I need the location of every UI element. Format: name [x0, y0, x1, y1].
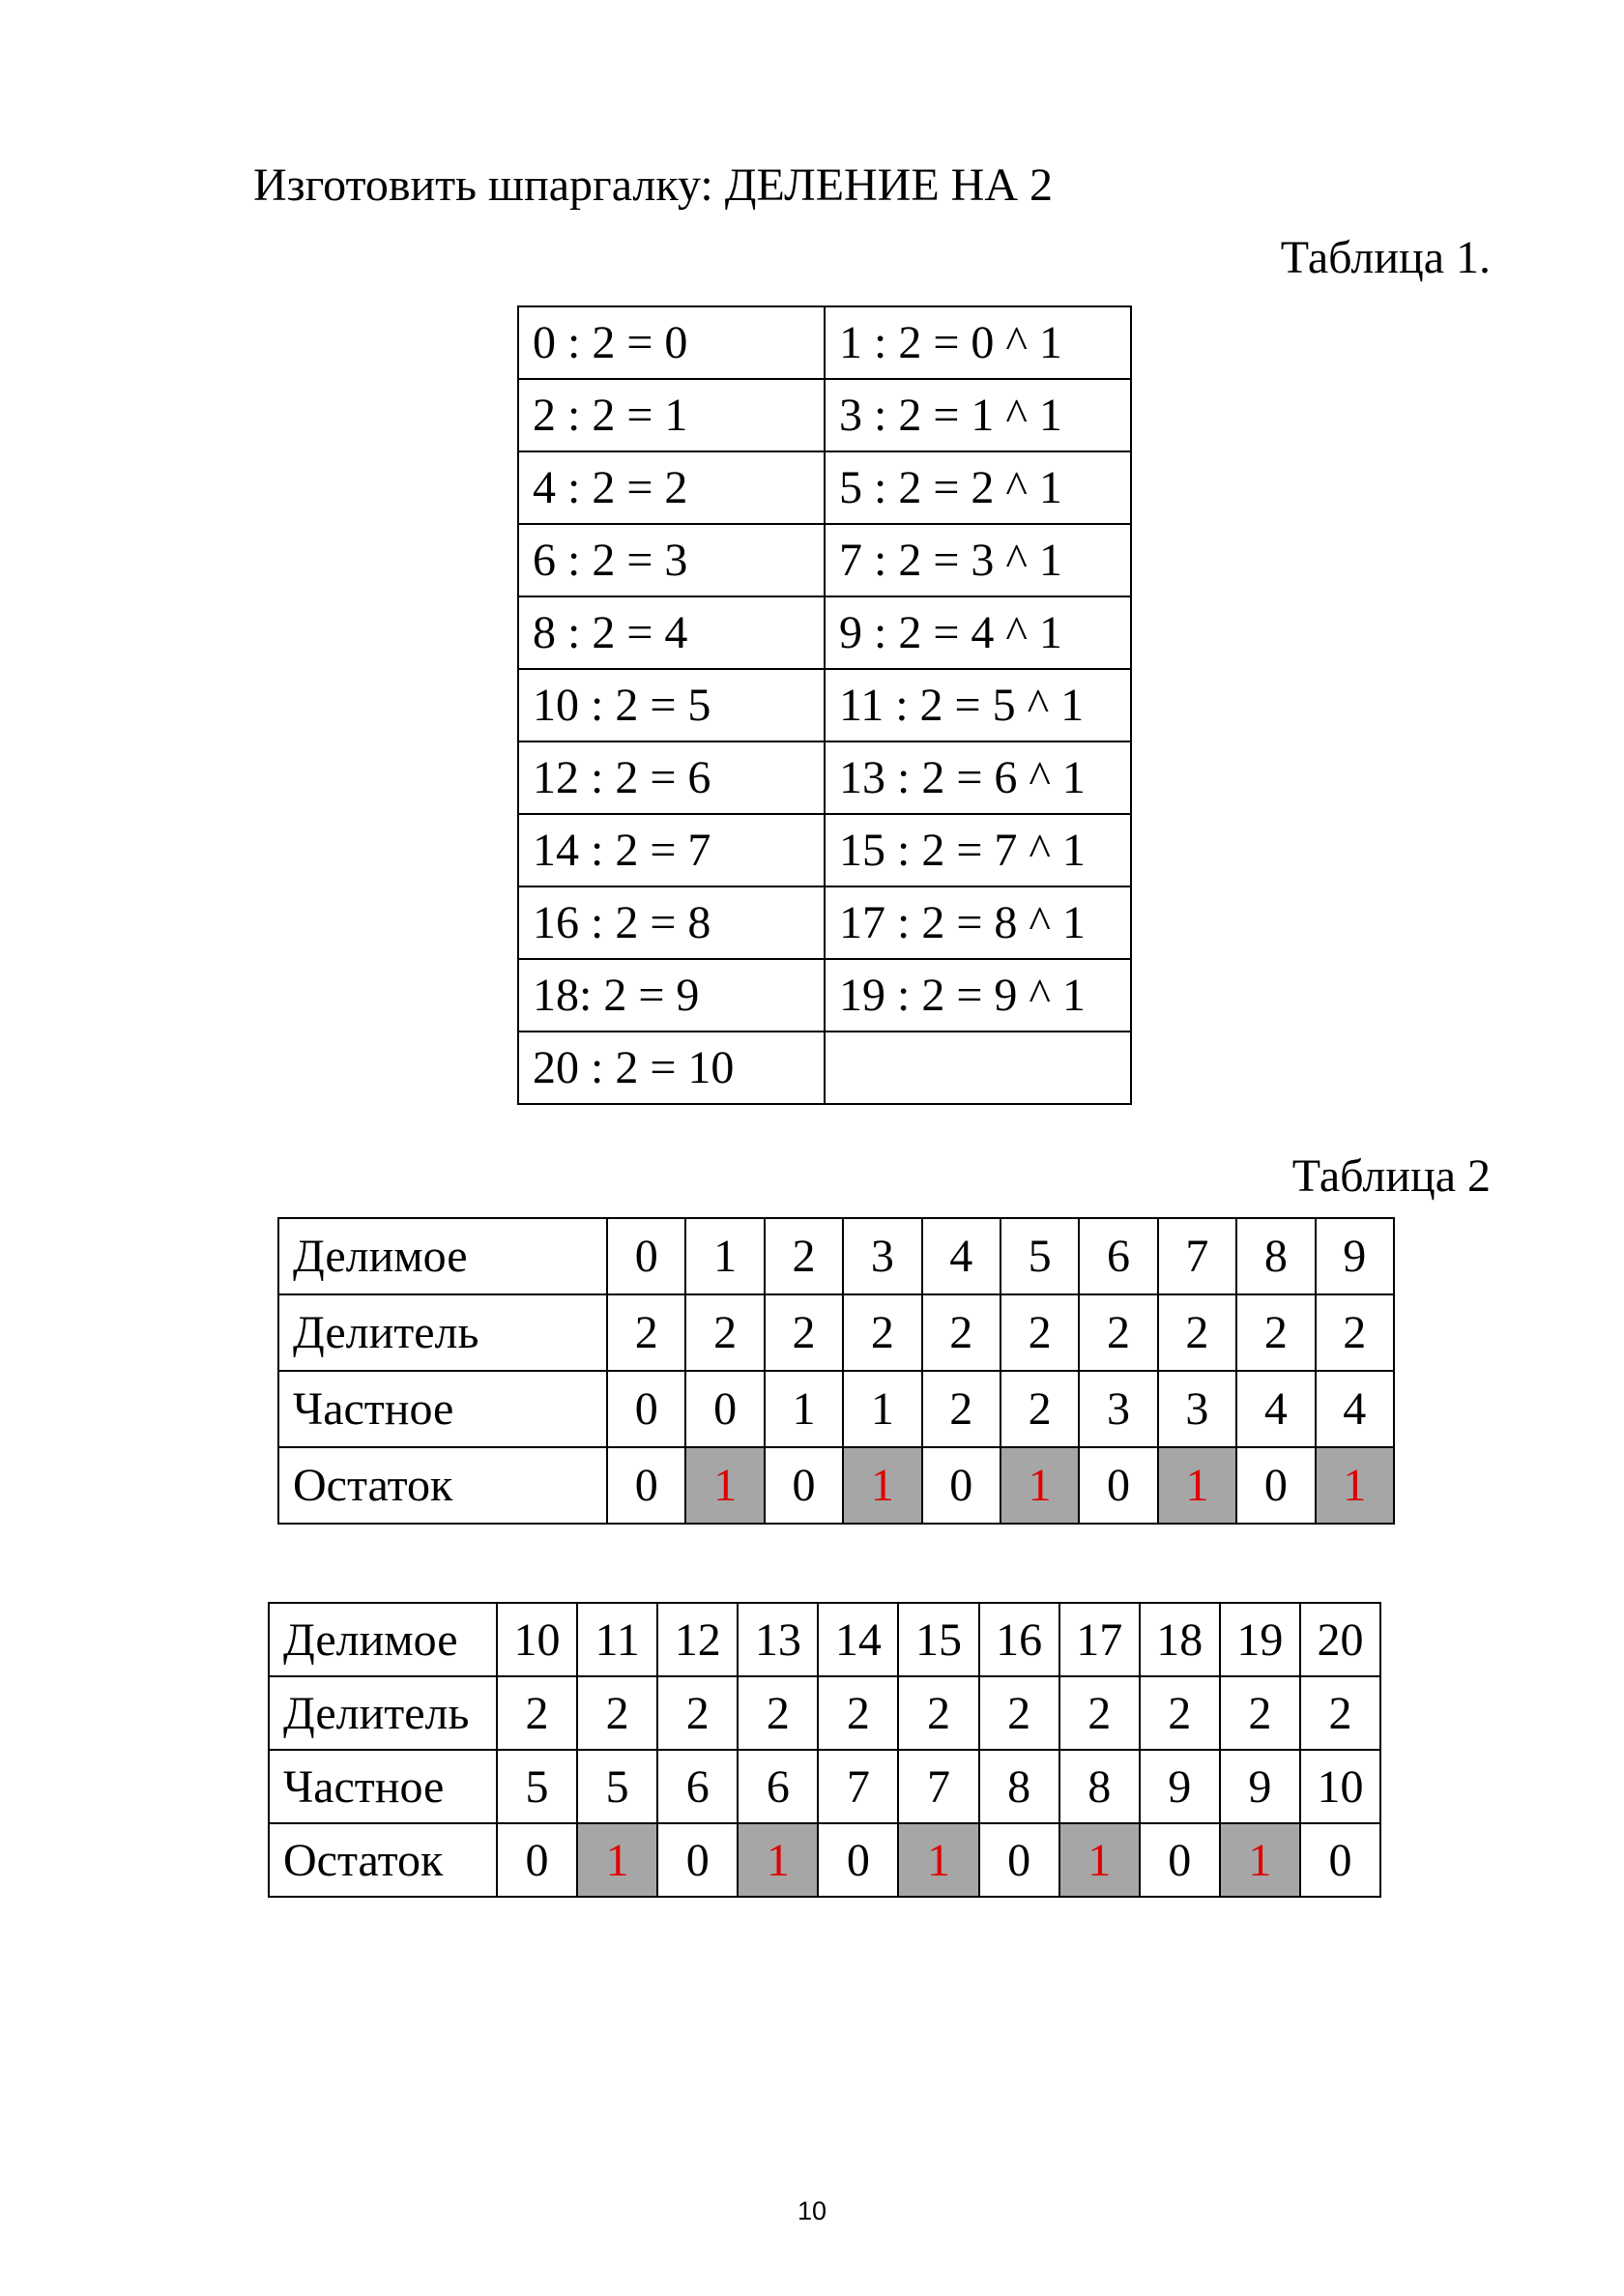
odd-division-cell: 13 : 2 = 6 ^ 1 [825, 741, 1131, 814]
quotient-cell: 4 [1236, 1371, 1315, 1447]
remainder-cell: 0 [607, 1447, 685, 1524]
page-number: 10 [797, 2196, 827, 2225]
remainder-cell: 0 [765, 1447, 843, 1524]
divisor-cell: 2 [577, 1676, 657, 1750]
remainder-cell: 0 [979, 1823, 1059, 1897]
remainder-cell: 1 [1220, 1823, 1300, 1897]
table-row [518, 524, 1131, 596]
divisor-cell: 2 [497, 1676, 577, 1750]
row-label: Остаток [278, 1447, 607, 1524]
divisor-cell: 2 [1300, 1676, 1380, 1750]
odd-division-cell: 15 : 2 = 7 ^ 1 [825, 814, 1131, 886]
divisor-cell: 2 [1158, 1294, 1236, 1371]
quotient-cell: 0 [685, 1371, 764, 1447]
quotient-cell: 1 [843, 1371, 921, 1447]
quotient-row [269, 1750, 1380, 1823]
quotient-cell: 8 [1059, 1750, 1140, 1823]
even-division-cell: 4 : 2 = 2 [518, 451, 825, 524]
dividend-cell: 19 [1220, 1603, 1300, 1676]
quotient-cell: 6 [657, 1750, 738, 1823]
divisor-cell: 2 [607, 1294, 685, 1371]
odd-division-cell: 3 : 2 = 1 ^ 1 [825, 379, 1131, 451]
table-row [518, 741, 1131, 814]
quotient-cell: 8 [979, 1750, 1059, 1823]
even-division-cell: 12 : 2 = 6 [518, 741, 825, 814]
dividend-cell: 7 [1158, 1218, 1236, 1294]
dividend-cell: 13 [738, 1603, 818, 1676]
table-row [518, 1032, 1131, 1104]
table2-caption: Таблица 2 [1291, 1150, 1491, 1202]
quotient-cell: 9 [1140, 1750, 1220, 1823]
quotient-cell: 1 [765, 1371, 843, 1447]
remainder-cell: 0 [818, 1823, 898, 1897]
division-table-2-part-b [268, 1602, 1381, 1898]
row-label: Делимое [278, 1218, 607, 1294]
dividend-cell: 1 [685, 1218, 764, 1294]
dividend-cell: 20 [1300, 1603, 1380, 1676]
row-label: Частное [278, 1371, 607, 1447]
odd-division-cell: 9 : 2 = 4 ^ 1 [825, 596, 1131, 669]
odd-division-cell: 19 : 2 = 9 ^ 1 [825, 959, 1131, 1032]
remainder-cell: 0 [657, 1823, 738, 1897]
dividend-cell: 8 [1236, 1218, 1315, 1294]
dividend-cell: 11 [577, 1603, 657, 1676]
quotient-row [278, 1371, 1394, 1447]
dividend-row [278, 1218, 1394, 1294]
divisor-cell: 2 [1236, 1294, 1315, 1371]
remainder-cell: 1 [738, 1823, 818, 1897]
remainder-cell: 1 [1316, 1447, 1394, 1524]
divisor-cell: 2 [922, 1294, 1000, 1371]
even-division-cell: 8 : 2 = 4 [518, 596, 825, 669]
remainder-cell: 1 [1059, 1823, 1140, 1897]
table-row [518, 379, 1131, 451]
divisor-cell: 2 [1140, 1676, 1220, 1750]
dividend-cell: 5 [1000, 1218, 1079, 1294]
remainder-cell: 0 [922, 1447, 1000, 1524]
table-row [518, 814, 1131, 886]
remainder-cell: 1 [1000, 1447, 1079, 1524]
table-row [518, 959, 1131, 1032]
divisor-cell: 2 [979, 1676, 1059, 1750]
even-division-cell: 16 : 2 = 8 [518, 886, 825, 959]
table-row [518, 669, 1131, 741]
odd-division-cell: 1 : 2 = 0 ^ 1 [825, 306, 1131, 379]
quotient-cell: 2 [922, 1371, 1000, 1447]
divisor-cell: 2 [1220, 1676, 1300, 1750]
divisor-cell: 2 [1000, 1294, 1079, 1371]
division-table-2-part-a [277, 1217, 1395, 1525]
remainder-cell: 0 [497, 1823, 577, 1897]
table-row [518, 886, 1131, 959]
even-division-cell: 0 : 2 = 0 [518, 306, 825, 379]
even-division-cell: 6 : 2 = 3 [518, 524, 825, 596]
table-row [518, 596, 1131, 669]
remainder-cell: 0 [1140, 1823, 1220, 1897]
quotient-cell: 9 [1220, 1750, 1300, 1823]
odd-division-cell: 17 : 2 = 8 ^ 1 [825, 886, 1131, 959]
dividend-cell: 12 [657, 1603, 738, 1676]
divisor-cell: 2 [1059, 1676, 1140, 1750]
table-row [518, 451, 1131, 524]
dividend-cell: 9 [1316, 1218, 1394, 1294]
row-label: Делитель [269, 1676, 497, 1750]
table1-caption: Таблица 1. [1280, 232, 1491, 283]
remainder-cell: 1 [898, 1823, 978, 1897]
divisor-cell: 2 [765, 1294, 843, 1371]
odd-division-cell: 11 : 2 = 5 ^ 1 [825, 669, 1131, 741]
page-heading: Изготовить шпаргалку: ДЕЛЕНИЕ НА 2 [253, 160, 1053, 211]
even-division-cell: 18: 2 = 9 [518, 959, 825, 1032]
quotient-cell: 7 [818, 1750, 898, 1823]
row-label: Остаток [269, 1823, 497, 1897]
divisor-cell: 2 [1079, 1294, 1157, 1371]
quotient-cell: 2 [1000, 1371, 1079, 1447]
remainder-cell: 1 [577, 1823, 657, 1897]
dividend-cell: 6 [1079, 1218, 1157, 1294]
divisor-cell: 2 [657, 1676, 738, 1750]
remainder-cell: 0 [1300, 1823, 1380, 1897]
even-division-cell: 2 : 2 = 1 [518, 379, 825, 451]
divisor-cell: 2 [818, 1676, 898, 1750]
quotient-cell: 10 [1300, 1750, 1380, 1823]
divisor-cell: 2 [843, 1294, 921, 1371]
dividend-cell: 16 [979, 1603, 1059, 1676]
divisor-row [278, 1294, 1394, 1371]
remainder-row [278, 1447, 1394, 1524]
dividend-cell: 10 [497, 1603, 577, 1676]
table-row [518, 306, 1131, 379]
dividend-cell: 2 [765, 1218, 843, 1294]
remainder-cell: 1 [843, 1447, 921, 1524]
row-label: Делитель [278, 1294, 607, 1371]
dividend-row [269, 1603, 1380, 1676]
quotient-cell: 4 [1316, 1371, 1394, 1447]
even-division-cell: 20 : 2 = 10 [518, 1032, 825, 1104]
dividend-cell: 0 [607, 1218, 685, 1294]
dividend-cell: 15 [898, 1603, 978, 1676]
remainder-row [269, 1823, 1380, 1897]
even-division-cell: 14 : 2 = 7 [518, 814, 825, 886]
divisor-cell: 2 [898, 1676, 978, 1750]
divisor-row [269, 1676, 1380, 1750]
quotient-cell: 5 [577, 1750, 657, 1823]
quotient-cell: 7 [898, 1750, 978, 1823]
even-division-cell: 10 : 2 = 5 [518, 669, 825, 741]
remainder-cell: 0 [1236, 1447, 1315, 1524]
dividend-cell: 14 [818, 1603, 898, 1676]
row-label: Частное [269, 1750, 497, 1823]
divisor-cell: 2 [1316, 1294, 1394, 1371]
dividend-cell: 3 [843, 1218, 921, 1294]
quotient-cell: 3 [1079, 1371, 1157, 1447]
division-table-1 [517, 305, 1132, 1105]
row-label: Делимое [269, 1603, 497, 1676]
quotient-cell: 6 [738, 1750, 818, 1823]
remainder-cell: 1 [685, 1447, 764, 1524]
quotient-cell: 0 [607, 1371, 685, 1447]
odd-division-cell [825, 1032, 1131, 1104]
divisor-cell: 2 [738, 1676, 818, 1750]
remainder-cell: 0 [1079, 1447, 1157, 1524]
dividend-cell: 4 [922, 1218, 1000, 1294]
quotient-cell: 5 [497, 1750, 577, 1823]
dividend-cell: 18 [1140, 1603, 1220, 1676]
dividend-cell: 17 [1059, 1603, 1140, 1676]
odd-division-cell: 5 : 2 = 2 ^ 1 [825, 451, 1131, 524]
divisor-cell: 2 [685, 1294, 764, 1371]
quotient-cell: 3 [1158, 1371, 1236, 1447]
remainder-cell: 1 [1158, 1447, 1236, 1524]
odd-division-cell: 7 : 2 = 3 ^ 1 [825, 524, 1131, 596]
